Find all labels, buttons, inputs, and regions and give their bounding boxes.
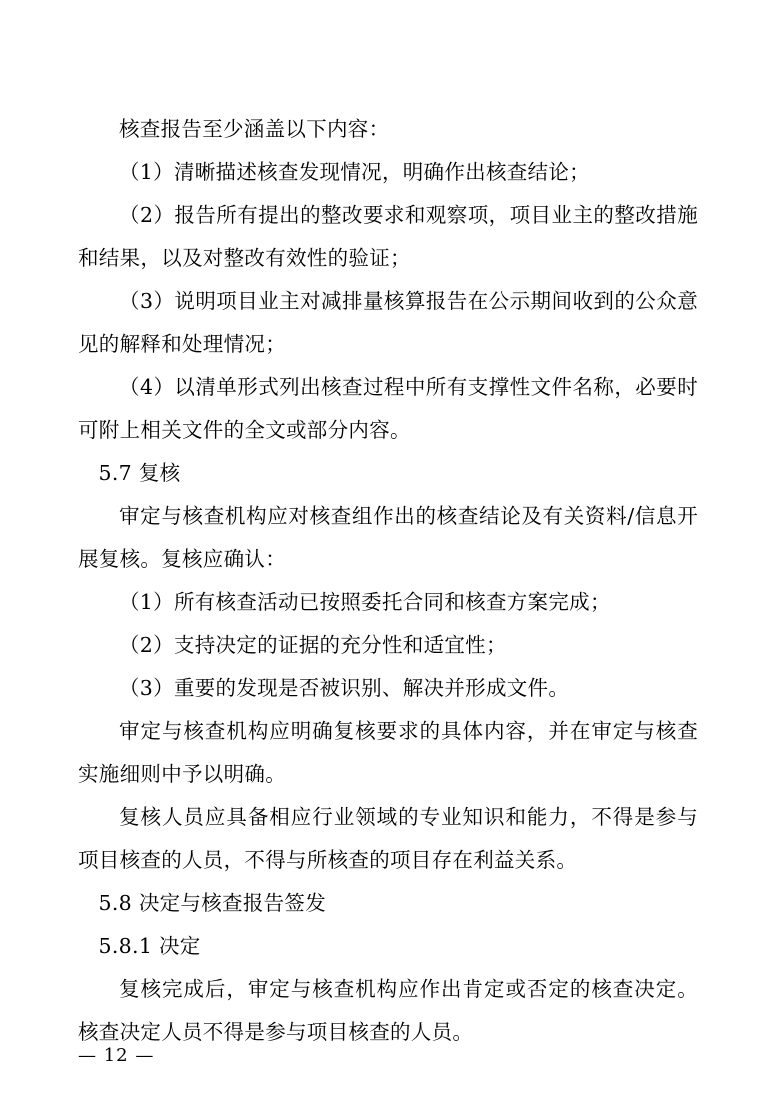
list-item-1: （1）清晰描述核查发现情况，明确作出核查结论； (119, 160, 590, 184)
list-item-4: （4）以清单形式列出核查过程中所有支撑性文件名称，必要时可附上相关文件的全文或部分内容。 (78, 375, 698, 442)
section-5-7-list-item-3: （3）重要的发现是否被识别、解决并形成文件。 (119, 676, 570, 700)
list-item-2: （2）报告所有提出的整改要求和观察项，项目业主的整改措施和结果，以及对整改有效性的验证； (78, 203, 698, 270)
section-5-7-list-item-2: （2）支持决定的证据的充分性和适宜性； (119, 633, 507, 657)
page-number-footer: — 12 — (78, 1045, 155, 1066)
section-heading-5-7: 5.7 复核 (98, 461, 181, 485)
paragraph-5-7-body-2: 复核人员应具备相应行业领域的专业知识和能力，不得是参与项目核查的人员，不得与所核查的项目存在利益关系。 (78, 805, 698, 872)
section-5-7-list-item-1: （1）所有核查活动已按照委托合同和核查方案完成； (119, 590, 611, 614)
paragraph-5-7-intro: 审定与核查机构应对核查组作出的核查结论及有关资料/信息开展复核。复核应确认： (78, 504, 698, 571)
paragraph-5-8-1-body: 复核完成后，审定与核查机构应作出肯定或否定的核查决定。核查决定人员不得是参与项目核查的人员。 (78, 977, 698, 1044)
document-body (78, 108, 698, 1054)
paragraph-5-7-body-1: 审定与核查机构应明确复核要求的具体内容，并在审定与核查实施细则中予以明确。 (78, 719, 698, 786)
paragraph-intro: 核查报告至少涵盖以下内容： (119, 117, 390, 141)
section-heading-5-8: 5.8 决定与核查报告签发 (98, 891, 327, 915)
list-item-3: （3）说明项目业主对减排量核算报告在公示期间收到的公众意见的解释和处理情况； (78, 289, 698, 356)
section-heading-5-8-1: 5.8.1 决定 (98, 934, 201, 958)
